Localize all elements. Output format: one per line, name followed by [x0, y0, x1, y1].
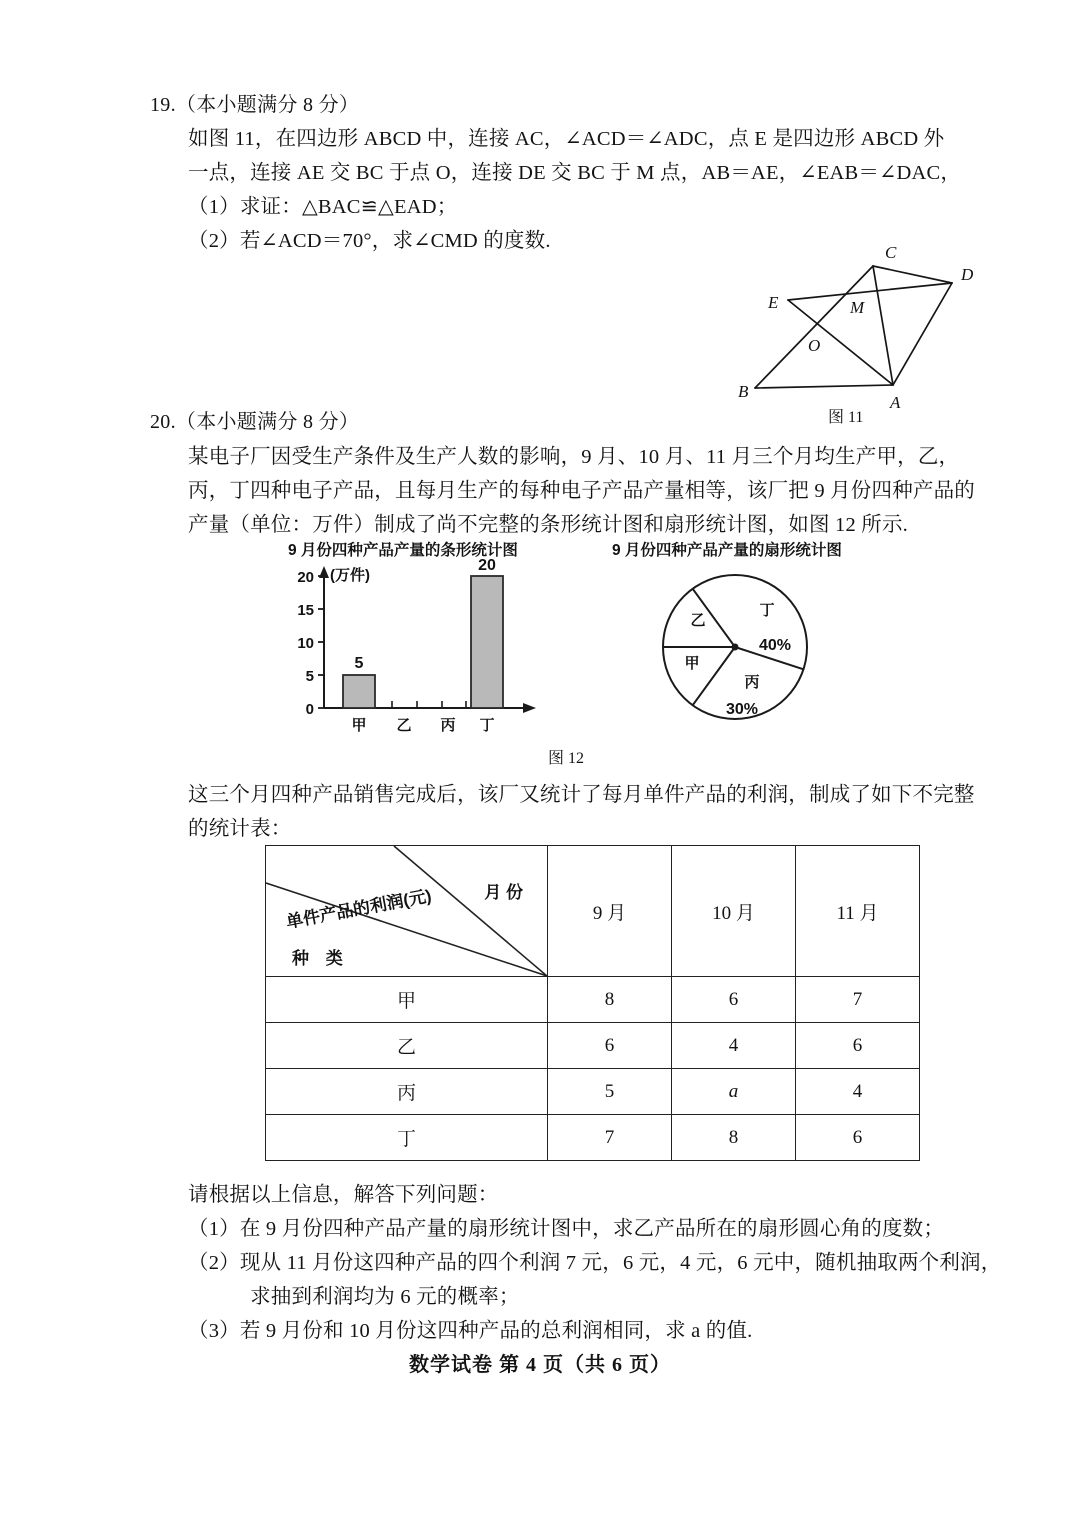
- bar-chart-ylabel: (万件): [330, 567, 370, 584]
- question-2: （2）现从 11 月份这四种产品的四个利润 7 元，6 元，4 元，6 元中，随机抽取两个利润，: [188, 1252, 1002, 1274]
- table-header-profit: 单件产品的利润(元): [284, 886, 433, 932]
- bar-chart-title: 9 月份四种产品产量的条形统计图: [288, 542, 518, 559]
- pie-label-bing: 丙: [744, 674, 760, 691]
- cell-ding-oct: 8: [672, 1115, 796, 1161]
- table-header-row: [266, 846, 920, 977]
- problem-19-number: 19.（本小题满分 8 分）: [150, 94, 360, 116]
- profit-table: [265, 845, 920, 1161]
- figure-label-D: D: [961, 265, 974, 284]
- figure-label-M: M: [850, 298, 865, 317]
- table-col-header-nov: 11 月: [796, 846, 920, 977]
- row-label-bing: 丙: [266, 1069, 548, 1115]
- problem-20-number: 20.（本小题满分 8 分）: [150, 411, 360, 433]
- problem-19-line-1: 如图 11，在四边形 ABCD 中，连接 AC，∠ACD＝∠ADC，点 E 是四边形 ABCD 外: [188, 128, 945, 150]
- cell-bing-nov: 4: [796, 1069, 920, 1115]
- page-footer: 数学试卷 第 4 页（共 6 页）: [409, 1354, 671, 1376]
- question-3: （3）若 9 月份和 10 月份这四种产品的总利润相同，求 a 的值.: [188, 1320, 753, 1342]
- table-col-header-oct: 10 月: [672, 846, 796, 977]
- table-row: [266, 1069, 920, 1115]
- bar-ytick-0: 0: [305, 701, 314, 718]
- question-1: （1）在 9 月份四种产品产量的扇形统计图中，求乙产品所在的扇形圆心角的度数；: [188, 1218, 945, 1240]
- table-col-header-sep: 9 月: [548, 846, 672, 977]
- cell-jia-nov: 7: [796, 977, 920, 1023]
- problem-20-mid-line-2: 的统计表：: [188, 818, 292, 840]
- pie-percent-bing: 30%: [725, 701, 759, 718]
- figure-label-A: A: [890, 393, 901, 412]
- figure-11-drawing: [730, 238, 1030, 413]
- cell-jia-sep: 8: [548, 977, 672, 1023]
- pie-label-jia: 甲: [684, 655, 700, 672]
- row-label-yi: 乙: [266, 1023, 548, 1069]
- bar-xtick-yi: 乙: [396, 717, 412, 734]
- table-row: [266, 1023, 920, 1069]
- figure-label-E: E: [768, 293, 779, 312]
- cell-ding-nov: 6: [796, 1115, 920, 1161]
- problem-20-mid-line-1: 这三个月四种产品销售完成后，该厂又统计了每月单件产品的利润，制成了如下不完整: [188, 784, 975, 806]
- table-row: [266, 1115, 920, 1161]
- pie-percent-ding: 40%: [758, 637, 792, 654]
- bar-ytick-20: 20: [297, 569, 314, 586]
- bar-chart: [280, 558, 550, 748]
- figure-11: [730, 238, 1030, 428]
- figure-11-caption: 图 11: [828, 409, 864, 426]
- cell-ding-sep: 7: [548, 1115, 672, 1161]
- figure-label-B: B: [738, 382, 749, 401]
- row-label-jia: 甲: [266, 977, 548, 1023]
- bar-ytick-15: 15: [297, 602, 314, 619]
- cell-yi-nov: 6: [796, 1023, 920, 1069]
- bar-xtick-ding: 丁: [479, 717, 495, 734]
- problem-19-line-4: （2）若∠ACD＝70°，求∠CMD 的度数.: [188, 230, 551, 252]
- bar-ding: [471, 576, 503, 708]
- pie-center-dot: [732, 644, 739, 651]
- bar-xtick-bing: 丙: [440, 717, 456, 734]
- x-axis-arrow: [523, 703, 536, 713]
- cell-yi-oct: 4: [672, 1023, 796, 1069]
- problem-19-line-3: （1）求证：△BAC≌△EAD；: [188, 196, 458, 218]
- table-header-kind: 种 类: [292, 949, 349, 968]
- question-2-cont: 求抽到利润均为 6 元的概率；: [188, 1286, 520, 1308]
- bar-jia: [343, 675, 375, 708]
- table-row: [266, 977, 920, 1023]
- profit-statistics-table: [265, 845, 915, 1158]
- pie-label-yi: 乙: [690, 612, 706, 629]
- cell-bing-sep: 5: [548, 1069, 672, 1115]
- pie-chart-drawing: [655, 565, 840, 740]
- table-header-month: 月 份: [484, 883, 523, 902]
- figure-label-C: C: [885, 243, 897, 262]
- cell-jia-oct: 6: [672, 977, 796, 1023]
- pie-chart: [655, 565, 840, 740]
- problem-19-line-2: 一点，连接 AE 交 BC 于点 O，连接 DE 交 BC 于 M 点，AB＝AE，∠EAB＝∠DAC，: [188, 162, 962, 184]
- pie-label-ding: 丁: [759, 602, 775, 619]
- table-corner-header: [266, 846, 548, 977]
- bar-value-ding: 20: [478, 558, 496, 574]
- bar-ytick-5: 5: [305, 668, 314, 685]
- bar-xtick-jia: 甲: [351, 717, 367, 734]
- figure-label-O: O: [808, 336, 821, 355]
- bar-chart-drawing: [280, 558, 550, 748]
- bar-value-jia: 5: [354, 655, 364, 672]
- pie-chart-title: 9 月份四种产品产量的扇形统计图: [612, 542, 842, 559]
- cell-yi-sep: 6: [548, 1023, 672, 1069]
- problem-20-intro-line-3: 产量（单位：万件）制成了尚不完整的条形统计图和扇形统计图，如图 12 所示.: [188, 514, 908, 536]
- problem-20-intro-line-1: 某电子厂因受生产条件及生产人数的影响，9 月、10 月、11 月三个月均生产甲，乙，: [188, 446, 960, 468]
- bar-ytick-10: 10: [297, 635, 314, 652]
- questions-intro: 请根据以上信息，解答下列问题：: [188, 1184, 499, 1206]
- cell-bing-oct: a: [672, 1069, 796, 1115]
- row-label-ding: 丁: [266, 1115, 548, 1161]
- figure-12-caption: 图 12: [548, 750, 585, 767]
- problem-20-intro-line-2: 丙，丁四种电子产品，且每月生产的每种电子产品产量相等，该厂把 9 月份四种产品的: [188, 480, 975, 502]
